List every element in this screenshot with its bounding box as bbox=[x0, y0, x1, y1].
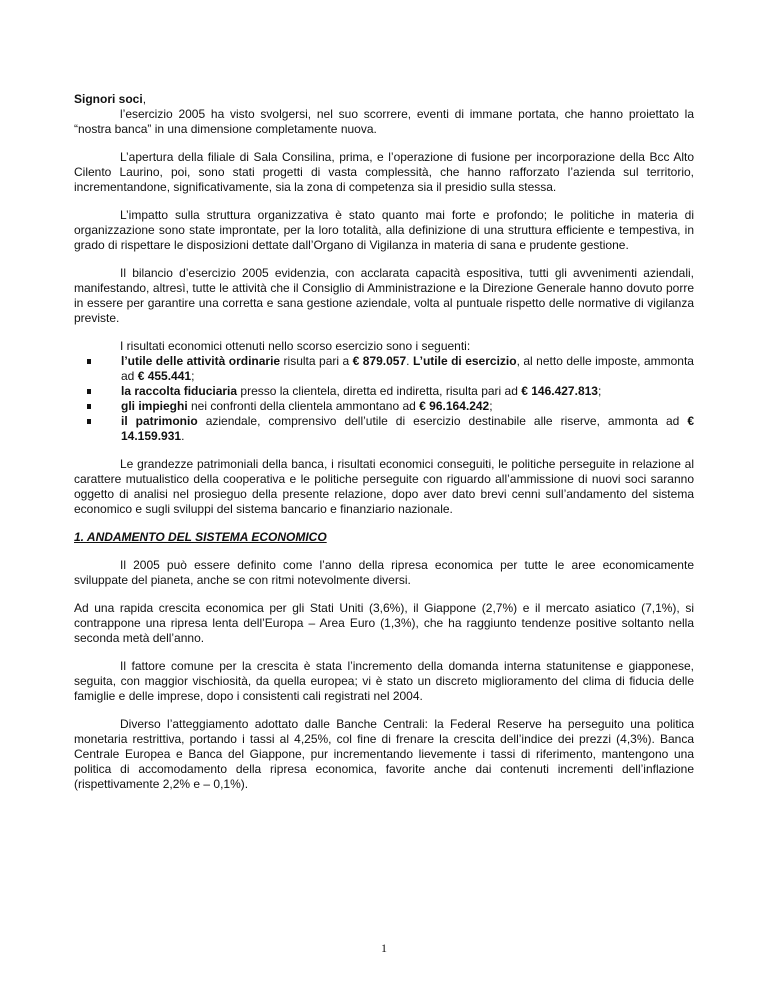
list-item bbox=[87, 414, 694, 444]
result-text: risulta pari a bbox=[280, 354, 353, 368]
paragraph-2: L’apertura della filiale di Sala Consilina, prima, e l’operazione di fusione per incorporazione della Bcc Alto Cilento Laurino, poi, sono stati progetti di vasta complessità, che hanno rafforzato l’azienda sul territorio, incrementandone, significativamente, sia la zona di competenza sia il presidio sulla stessa. bbox=[74, 150, 694, 194]
bullet-icon bbox=[87, 359, 91, 364]
salutation-punct: , bbox=[142, 92, 147, 106]
result-text: ; bbox=[489, 399, 493, 413]
page-number: 1 bbox=[381, 941, 387, 955]
result-text: ; bbox=[191, 369, 195, 383]
salutation bbox=[74, 92, 694, 107]
results-list bbox=[74, 354, 694, 444]
result-text: presso la clientela, diretta ed indiretta, risulta pari ad bbox=[237, 384, 522, 398]
paragraph-7: Il 2005 può essere definito come l’anno della ripresa economica per tutte le aree economicamente sviluppate del pianeta, anche se con ritmi notevolmente diversi. bbox=[74, 558, 694, 587]
section-heading: 1. ANDAMENTO DEL SISTEMA ECONOMICO bbox=[74, 530, 327, 544]
bullet-icon bbox=[87, 389, 91, 394]
result-value: € 96.164.242 bbox=[419, 399, 490, 413]
paragraph-6: Le grandezze patrimoniali della banca, i risultati economici conseguiti, le politiche perseguite in relazione al carattere mutualistico della cooperativa e le politiche perseguite con riguardo all’ammissione di nuovi soci saranno oggetto di analisi nel prosieguo della presente relazione, dopo aver dato brevi cenni sull’andamento del sistema economico e sugli sviluppi del sistema bancario e finanziario nazionale. bbox=[74, 457, 694, 516]
result-label: L’utile di esercizio bbox=[412, 354, 517, 368]
document-page bbox=[74, 92, 694, 805]
list-item bbox=[87, 399, 694, 414]
paragraph-4: Il bilancio d’esercizio 2005 evidenzia, con acclarata capacità espositiva, tutti gli avvenimenti aziendali, manifestando, altresì, tutte le attività che il Consiglio di Amministrazione e la Direzione Generale hanno dovuto porre in essere per garantire una corretta e sana gestione aziendale, volta al puntuale rispetto delle normative di vigilanza previste. bbox=[74, 266, 694, 325]
result-label: il patrimonio bbox=[121, 414, 198, 428]
result-text: ; bbox=[597, 384, 602, 398]
bullet-icon bbox=[87, 419, 91, 424]
result-value: € 14.159.931 bbox=[121, 414, 695, 443]
result-label: l’utile delle attività ordinarie bbox=[121, 354, 281, 368]
paragraph-10: Diverso l’atteggiamento adottato dalle Banche Centrali: la Federal Reserve ha perseguito una politica monetaria restrittiva, portando i tassi al 4,25%, col fine di frenare la crescita dell’indice dei prezzi (4,3%). Banca Centrale Europea e Banca del Giappone, pur incrementando lievemente i tassi di riferimento, mantengono una politica di accomodamento della ripresa economica, favorite anche dai contenuti incrementi dell’inflazione (rispettivamente 2,2% e – 0,1%). bbox=[74, 717, 694, 791]
result-value: € 455.441 bbox=[137, 369, 192, 383]
result-text: . bbox=[181, 429, 185, 443]
bullet-icon bbox=[87, 404, 91, 409]
paragraph-9: Il fattore comune per la crescita è stata l’incremento della domanda interna statunitense e giapponese, seguita, con maggior vischiosità, da quella europea; vi è stato un discreto miglioramento del clima di fiducia delle famiglie e delle imprese, dopo i consistenti cali registrati nel 2004. bbox=[74, 659, 694, 703]
result-value: € 879.057 bbox=[352, 354, 407, 368]
result-text: nei confronti della clientela ammontano ad bbox=[187, 399, 420, 413]
salutation-bold: Signori soci bbox=[74, 92, 143, 106]
paragraph-1: l’esercizio 2005 ha visto svolgersi, nel suo scorrere, eventi di immane portata, che hanno proiettato la “nostra banca” in una dimensione completamente nuova. bbox=[74, 107, 694, 136]
result-text: . bbox=[406, 354, 413, 368]
paragraph-3: L’impatto sulla struttura organizzativa è stato quanto mai forte e profondo; le politiche in materia di organizzazione sono state improntate, per la loro totalità, alla definizione di una struttura efficiente e tempestiva, in grado di rispettare le disposizioni dettate dall’Organo di Vigilanza in materia di sana e prudente gestione. bbox=[74, 208, 694, 252]
result-label: gli impieghi bbox=[121, 399, 188, 413]
list-item bbox=[87, 354, 694, 384]
results-intro: I risultati economici ottenuti nello scorso esercizio sono i seguenti: bbox=[120, 339, 471, 353]
result-label: la raccolta fiduciaria bbox=[121, 384, 238, 398]
result-text: aziendale, comprensivo dell’utile di esercizio destinabile alle riserve, ammonta ad bbox=[197, 414, 688, 428]
paragraph-8: Ad una rapida crescita economica per gli Stati Uniti (3,6%), il Giappone (2,7%) e il mercato asiatico (7,1%), si contrappone una ripresa lenta dell’Europa – Area Euro (1,3%), che ha raggiunto tendenze positive soltanto nella seconda metà dell’anno. bbox=[74, 601, 694, 645]
result-value: € 146.427.813 bbox=[521, 384, 598, 398]
list-item bbox=[87, 384, 694, 399]
result-text: , al netto delle imposte, ammonta ad bbox=[121, 354, 694, 383]
